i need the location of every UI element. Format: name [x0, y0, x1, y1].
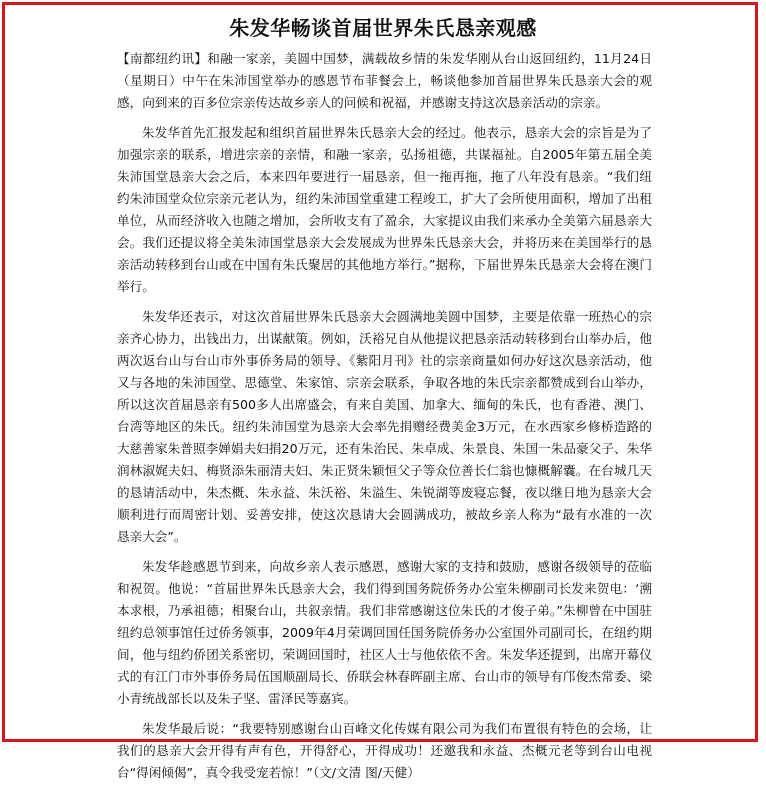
- article-paragraph-1: 【南都纽约讯】和融一家亲，美圆中国梦，满载故乡情的朱发华刚从台山返回纽约，11月24日（星期日）中午在朱沛国堂举办的感恩节布菲餐会上，畅谈他参加首届世界朱氏恳亲大会的观感，向到来的百多位宗亲传达故乡亲人的问候和祝福，并感谢支持这次恳亲活动的宗亲。: [117, 51, 652, 110]
- article-paragraph-3: 朱发华还表示，对这次首届世界朱氏恳亲大会圆满地美圆中国梦，主要是依靠一班热心的宗亲齐心协力，出钱出力，出谋献策。例如，沃裕兄自从他提议把恳亲活动转移到台山举办后，他两次返台山与台山市外事侨务局的领导、《紫阳月刊》社的宗亲商量如何办好这次恳亲活动，他又与各地的朱沛国堂、思德堂、朱家馆、宗亲会联系，争取各地的朱氏宗亲都赞成到台山举办，所以这次首届恳亲有500多人出席盛会，有来自美国、加拿大、缅甸的朱氏，也有香港、澳门、台湾等地区的朱氏。纽约朱沛国堂为恳亲大会率先捐赠经费美金3万元，在水西家乡修桥造路的大慈善家朱普照李婵娟夫妇捐20万元，还有朱治民、朱卓成、朱景良、朱国一朱品豪父子、朱华润林淑娓夫妇、梅贤添朱丽清夫妇、朱正贤朱颖恒父子等众位善长仁翁也慷概解囊。在台城几天的恳请活动中，朱杰概、朱永益、朱沃裕、朱溢生、朱锐湖等废寝忘餐，夜以继日地为恳亲大会顺利进行而周密计划、妥善安排，使这次恳请大会圆满成功，被故乡亲人称为“最有水准的一次恳亲大会”。: [117, 309, 652, 544]
- article-title: 朱发华畅谈首届世界朱氏恳亲观感: [229, 16, 537, 40]
- article-paragraph-4: 朱发华趁感恩节到来，向故乡亲人表示感恩，感谢大家的支持和鼓励，感谢各级领导的莅临和祝贺。他说：“首届世界朱氏恳亲大会，我们得到国务院侨务办公室朱柳副司长发来贺电：‘溯本求根，乃承祖德；相聚台山，共叙亲情。我们非常感谢这位朱氏的才俊子弟。”朱柳曾在中国驻纽约总领事馆任过侨务领事，2009年4月荣调回国任国务院侨务办公室国外司副司长，在纽约期间，他与纽约侨团关系密切，荣调回国时，社区人士与他依依不舍。朱发华还提到，出席开幕仪式的有江门市外事侨务局伍国顺副局长、侨联会林春晖副主席、台山市的领导有邝俊杰常委、梁小青统战部长以及朱子坚、雷泽民等嘉宾。: [117, 559, 652, 706]
- article-paragraph-2: 朱发华首先汇报发起和组织首届世界朱氏恳亲大会的经过。他表示，恳亲大会的宗旨是为了加强宗亲的联系，增进宗亲的亲情，和融一家亲，弘扬祖德，共谋福祉。自2005年第五届全美朱沛国堂恳亲大会之后，本来四年要进行一届恳亲，但一拖再拖，拖了八年没有恳亲。“我们纽约朱沛国堂众位宗亲元老认为，纽约朱沛国堂重建工程竣工，扩大了会所使用面积，增加了出租单位，从而经济收入也随之增加，会所收支有了盈余，大家提议由我们来承办全美第六届恳亲大会。我们还提议将全美朱沛国堂恳亲大会发展成为世界朱氏恳亲大会，并将历来在美国举行的恳亲活动转移到台山或在中国有朱氏聚居的其他地方举行。”据称，下届世界朱氏恳亲大会将在澳门举行。: [117, 125, 652, 294]
- article-body: [117, 48, 652, 792]
- article-paragraph-5: 朱发华最后说：“我要特别感谢台山百峰文化传媒有限公司为我们布置很有特色的会场，让我们的恳亲大会开得有声有色，开得舒心，开得成功！还邀我和永益、杰概元老等到台山电视台“得闲倾偈”，真令我受宠若惊！”（文/文清 图/天健）: [117, 721, 652, 780]
